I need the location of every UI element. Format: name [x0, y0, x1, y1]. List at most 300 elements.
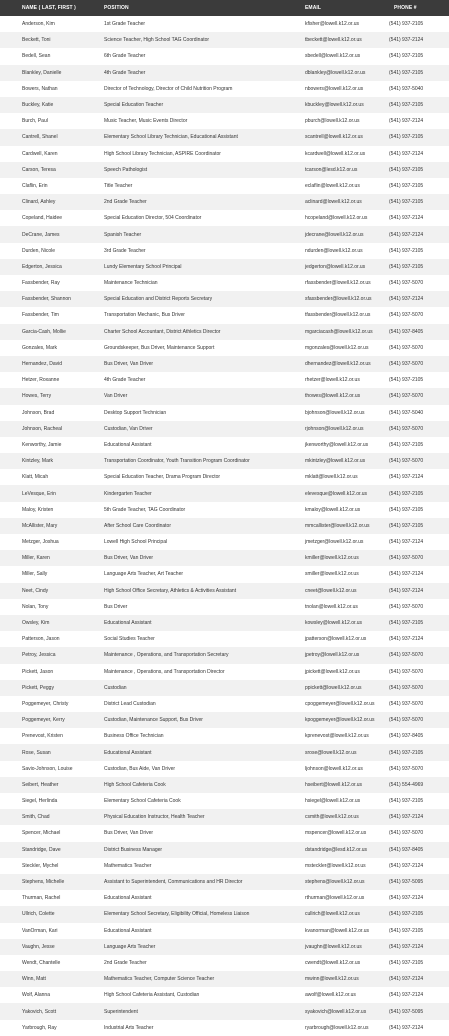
staff-phone-cell: (541) 937-2124 [389, 814, 424, 821]
staff-position-cell: 6th Grade Teacher [104, 53, 146, 60]
table-row [0, 761, 449, 777]
staff-position-cell: Maintenance , Operations, and Transportation Director [104, 668, 225, 675]
staff-position-cell: 2nd Grade Teacher [104, 959, 147, 966]
staff-name-cell: Owsley, Kim [22, 620, 50, 627]
staff-position-cell: Bus Driver [104, 603, 128, 610]
staff-position-cell: Business Office Technician [104, 733, 164, 740]
table-row [0, 65, 449, 81]
staff-phone-cell: (541) 937-2105 [389, 798, 424, 805]
staff-email-link[interactable]: rjohnson@lowell.k12.or.us [305, 425, 364, 432]
table-row [0, 97, 449, 113]
table-row [0, 178, 449, 194]
staff-phone-cell: (541) 937-2105 [389, 21, 424, 28]
staff-name-cell: Kenworthy, Jamie [22, 441, 62, 448]
staff-phone-cell: (541) 937-5070 [389, 668, 424, 675]
staff-email-link[interactable]: dhernandez@lowell.k12.or.us [305, 361, 371, 368]
staff-email-link[interactable]: mspencer@lowell.k12.or.us [305, 830, 367, 837]
staff-name-cell: Ullrich, Colette [22, 911, 55, 918]
table-row [0, 340, 449, 356]
staff-email-link[interactable]: bjohnson@lowell.k12.or.us [305, 409, 365, 416]
staff-position-cell: Mathematics Teacher [104, 862, 152, 869]
staff-email-link[interactable]: hcopeland@lowell.k12.or.us [305, 215, 368, 222]
staff-position-cell: Transportation Mechanic, Bus Driver [104, 312, 185, 319]
staff-email-link[interactable]: kbuckley@lowell.k12.or.us [305, 102, 364, 109]
table-row [0, 275, 449, 291]
staff-name-cell: Klatt, Micah [22, 474, 49, 481]
staff-position-cell: 4th Grade Teacher [104, 377, 146, 384]
staff-phone-cell: (541) 937-2105 [389, 166, 424, 173]
staff-phone-cell: (541) 937-2105 [389, 247, 424, 254]
staff-name-cell: Fassbender, Ray [22, 280, 60, 287]
staff-phone-cell: (541) 937-2124 [389, 37, 424, 44]
staff-email-link[interactable]: syakovich@lowell.k12.or.us [305, 1008, 367, 1015]
staff-position-cell: Social Studies Teacher [104, 636, 155, 643]
staff-phone-cell: (541) 937-2124 [389, 215, 424, 222]
staff-email-link[interactable]: ryarbrough@lowell.k12.or.us [305, 1024, 369, 1031]
staff-position-cell: Educational Assistant [104, 749, 152, 756]
staff-position-cell: Custodian [104, 684, 127, 691]
staff-email-link[interactable]: tcarson@lesd.k12.or.us [305, 166, 358, 173]
staff-name-cell: Smith, Chad [22, 814, 50, 821]
table-row [0, 518, 449, 534]
staff-phone-cell: (541) 937-2105 [389, 911, 424, 918]
staff-phone-cell: (541) 937-5070 [389, 458, 424, 465]
staff-phone-cell: (541) 937-8405 [389, 733, 424, 740]
table-row [0, 469, 449, 485]
staff-email-link[interactable]: kowsley@lowell.k12.or.us [305, 620, 363, 627]
staff-phone-cell: (541) 937-5040 [389, 409, 424, 416]
staff-email-link[interactable]: jmetzger@lowell.k12.or.us [305, 539, 364, 546]
table-row [0, 939, 449, 955]
staff-name-cell: Anderson, Kim [22, 21, 55, 28]
staff-name-cell: Fassbender, Shannon [22, 296, 71, 303]
staff-email-link[interactable]: tnolan@lowell.k12.or.us [305, 603, 358, 610]
staff-position-cell: Elementary School Library Technician, Educational Assistant [104, 134, 238, 141]
staff-position-cell: Custodian, Maintenance Support, Bus Driver [104, 717, 203, 724]
staff-phone-cell: (541) 937-2124 [389, 474, 424, 481]
table-row [0, 534, 449, 550]
staff-email-link[interactable]: kpoggemeyer@lowell.k12.or.us [305, 717, 375, 724]
staff-name-cell: Durden, Nicole [22, 247, 56, 254]
staff-phone-cell: (541) 937-5070 [389, 717, 424, 724]
staff-phone-cell: (541) 937-2105 [389, 377, 424, 384]
staff-email-link[interactable]: pburch@lowell.k12.or.us [305, 118, 360, 125]
staff-name-cell: Fassbender, Tim [22, 312, 59, 319]
staff-name-cell: Hetzer, Roxanne [22, 377, 60, 384]
staff-name-cell: Patterson, Jason [22, 636, 60, 643]
staff-position-cell: Custodian, Bus Aide, Van Driver [104, 765, 176, 772]
staff-position-cell: 5th Grade Teacher, TAG Coordinator [104, 506, 186, 513]
staff-phone-cell: (541) 937-2105 [389, 749, 424, 756]
staff-email-link[interactable]: mklatt@lowell.k12.or.us [305, 474, 358, 481]
staff-position-cell: Lowell High School Principal [104, 539, 168, 546]
staff-name-cell: Steckler, Mychel [22, 862, 59, 869]
table-row [0, 744, 449, 760]
staff-email-link[interactable]: kmiller@lowell.k12.or.us [305, 555, 359, 562]
table-row [0, 453, 449, 469]
table-row [0, 906, 449, 922]
table-row [0, 680, 449, 696]
table-row [0, 324, 449, 340]
table-row [0, 615, 449, 631]
table-row [0, 146, 449, 162]
table-row [0, 502, 449, 518]
table-row [0, 81, 449, 97]
staff-email-link[interactable]: kcardwell@lowell.k12.or.us [305, 150, 366, 157]
table-row [0, 712, 449, 728]
staff-email-link[interactable]: nbowers@lowell.k12.or.us [305, 85, 364, 92]
staff-name-cell: Carson, Teresa [22, 166, 56, 173]
staff-phone-cell: (541) 937-2124 [389, 862, 424, 869]
table-row [0, 809, 449, 825]
staff-phone-cell: (541) 937-2105 [389, 182, 424, 189]
staff-phone-cell: (541) 937-2105 [389, 263, 424, 270]
staff-position-cell: Desktop Support Technician [104, 409, 167, 416]
staff-name-cell: Miller, Sally [22, 571, 48, 578]
staff-position-cell: District Lead Custodian [104, 700, 156, 707]
header-phone[interactable]: PHONE # [394, 5, 417, 11]
staff-email-link[interactable]: smiller@lowell.k12.or.us [305, 571, 359, 578]
table-row [0, 243, 449, 259]
staff-position-cell: 1st Grade Teacher [104, 21, 146, 28]
staff-phone-cell: (541) 937-5070 [389, 652, 424, 659]
staff-phone-cell: (541) 937-5070 [389, 361, 424, 368]
staff-position-cell: Educational Assistant [104, 441, 152, 448]
staff-name-cell: Wendt, Chantelle [22, 959, 61, 966]
staff-email-link[interactable]: elevesque@lowell.k12.or.us [305, 490, 368, 497]
staff-email-link[interactable]: rhetzer@lowell.k12.or.us [305, 377, 360, 384]
table-row [0, 437, 449, 453]
staff-email-link[interactable]: jpatterson@lowell.k12.or.us [305, 636, 367, 643]
staff-name-cell: Pickett, Peggy [22, 684, 54, 691]
table-row [0, 32, 449, 48]
staff-name-cell: Pickett, Jason [22, 668, 54, 675]
staff-phone-cell: (541) 937-2105 [389, 441, 424, 448]
staff-email-link[interactable]: cneet@lowell.k12.or.us [305, 587, 357, 594]
staff-name-cell: Kintzley, Mark [22, 458, 54, 465]
staff-name-cell: Yakovich, Scott [22, 1008, 57, 1015]
staff-position-cell: Charter School Accountant, District Athletics Director [104, 328, 221, 335]
staff-phone-cell: (541) 937-5070 [389, 555, 424, 562]
header-name[interactable]: NAME ( LAST, FIRST ) [22, 5, 76, 11]
staff-name-cell: Stephens, Michelle [22, 879, 65, 886]
table-row [0, 842, 449, 858]
staff-phone-cell: (541) 937-2105 [389, 522, 424, 529]
staff-position-cell: Maintenance , Operations, and Transportation Secretary [104, 652, 229, 659]
staff-email-link[interactable]: mgarciacash@lowell.k12.or.us [305, 328, 373, 335]
staff-position-cell: Speech Pathologist [104, 166, 148, 173]
staff-email-link[interactable]: cpoggemeyer@lowell.k12.or.us [305, 700, 375, 707]
staff-position-cell: Mathematics Teacher, Computer Science Teacher [104, 976, 215, 983]
table-row [0, 987, 449, 1003]
table-row [0, 923, 449, 939]
staff-email-link[interactable]: jpetroy@lowell.k12.or.us [305, 652, 360, 659]
table-row [0, 1020, 449, 1036]
staff-name-cell: Hernandez, David [22, 361, 63, 368]
staff-name-cell: Seibert, Heather [22, 781, 59, 788]
staff-email-link[interactable]: ppickett@lowell.k12.or.us [305, 684, 362, 691]
table-row [0, 550, 449, 566]
staff-phone-cell: (541) 937-2124 [389, 150, 424, 157]
staff-email-link[interactable]: jkenworthy@lowell.k12.or.us [305, 441, 369, 448]
staff-name-cell: Poggemeyer, Kerry [22, 717, 65, 724]
staff-email-link[interactable]: ljohnson@lowell.k12.or.us [305, 765, 363, 772]
staff-phone-cell: (541) 937-5070 [389, 765, 424, 772]
staff-phone-cell: (541) 937-2124 [389, 231, 424, 238]
staff-name-cell: Garcia-Cash, Mollie [22, 328, 66, 335]
staff-phone-cell: (541) 937-5070 [389, 684, 424, 691]
table-row [0, 971, 449, 987]
table-row [0, 194, 449, 210]
staff-phone-cell: (541) 937-2105 [389, 69, 424, 76]
table-row [0, 793, 449, 809]
staff-name-cell: Miller, Karen [22, 555, 50, 562]
staff-name-cell: Metzger, Joshua [22, 539, 59, 546]
table-body [0, 16, 449, 1036]
staff-email-link[interactable]: csmith@lowell.k12.or.us [305, 814, 359, 821]
staff-position-cell: 3rd Grade Teacher [104, 247, 146, 254]
staff-name-cell: Burch, Paul [22, 118, 48, 125]
table-row [0, 858, 449, 874]
staff-position-cell: Director of Technology, Director of Child Nutrition Program [104, 85, 233, 92]
table-row [0, 226, 449, 242]
table-row [0, 599, 449, 615]
table-row [0, 210, 449, 226]
staff-email-link[interactable]: tfassbender@lowell.k12.or.us [305, 312, 371, 319]
table-row [0, 485, 449, 501]
staff-phone-cell: (541) 937-2124 [389, 587, 424, 594]
staff-phone-cell: (541) 937-2105 [389, 490, 424, 497]
staff-phone-cell: (541) 937-5070 [389, 344, 424, 351]
staff-email-link[interactable]: hsiegel@lowell.k12.or.us [305, 798, 361, 805]
staff-position-cell: Title Teacher [104, 182, 133, 189]
staff-email-link[interactable]: cullrich@lowell.k12.or.us [305, 911, 360, 918]
staff-name-cell: Thurman, Rachel [22, 895, 61, 902]
staff-name-cell: Prenevost, Kristen [22, 733, 63, 740]
staff-phone-cell: (541) 937-2105 [389, 102, 424, 109]
staff-name-cell: Johnson, Brad [22, 409, 55, 416]
staff-name-cell: Johnson, Racheal [22, 425, 63, 432]
staff-email-link[interactable]: jpickett@lowell.k12.or.us [305, 668, 360, 675]
staff-position-cell: Bus Driver, Van Driver [104, 361, 154, 368]
table-row [0, 583, 449, 599]
staff-phone-cell: (541) 937-2105 [389, 53, 424, 60]
staff-name-cell: Clinard, Ashley [22, 199, 56, 206]
staff-email-link[interactable]: jedgerton@lowell.k12.or.us [305, 263, 366, 270]
staff-position-cell: 4th Grade Teacher [104, 69, 146, 76]
staff-position-cell: Transportation Coordinator, Youth Transition Program Coordinator [104, 458, 250, 465]
staff-phone-cell: (541) 937-2124 [389, 895, 424, 902]
staff-email-link[interactable]: thowes@lowell.k12.or.us [305, 393, 361, 400]
staff-email-link[interactable]: sbedell@lowell.k12.or.us [305, 53, 361, 60]
staff-email-link[interactable]: rfassbender@lowell.k12.or.us [305, 280, 371, 287]
staff-position-cell: High School Office Secretary, Athletics & Activities Assistant [104, 587, 237, 594]
staff-phone-cell: (541) 937-5095 [389, 1008, 424, 1015]
staff-phone-cell: (541) 937-8405 [389, 328, 424, 335]
staff-phone-cell: (541) 937-2124 [389, 636, 424, 643]
staff-phone-cell: (541) 937-5070 [389, 700, 424, 707]
staff-name-cell: Gonzales, Mark [22, 344, 58, 351]
staff-position-cell: Special Education Teacher, Drama Program Director [104, 474, 221, 481]
staff-email-link[interactable]: tbeckett@lowell.k12.or.us [305, 37, 362, 44]
staff-name-cell: Edgerton, Jessica [22, 263, 62, 270]
staff-position-cell: Language Arts Teacher [104, 943, 156, 950]
staff-position-cell: Lundy Elementary School Principal [104, 263, 182, 270]
staff-name-cell: DeCrane, James [22, 231, 60, 238]
staff-name-cell: Poggemeyer, Christy [22, 700, 69, 707]
table-row [0, 566, 449, 582]
staff-email-link[interactable]: scantrell@lowell.k12.or.us [305, 134, 363, 141]
staff-position-cell: High School Cafeteria Assistant, Custodian [104, 992, 200, 999]
staff-email-link[interactable]: kprenevost@lowell.k12.or.us [305, 733, 369, 740]
staff-phone-cell: (541) 937-2105 [389, 959, 424, 966]
staff-position-cell: Music Teacher, Music Events Director [104, 118, 188, 125]
staff-phone-cell: (541) 937-2105 [389, 506, 424, 513]
table-row [0, 129, 449, 145]
staff-position-cell: Bus Driver, Van Driver [104, 830, 154, 837]
table-row [0, 405, 449, 421]
staff-email-link[interactable]: kvanorman@lowell.k12.or.us [305, 927, 369, 934]
staff-name-cell: Claflin, Erin [22, 182, 48, 189]
staff-phone-cell: (541) 937-5070 [389, 603, 424, 610]
staff-phone-cell: (541) 937-2105 [389, 620, 424, 627]
staff-phone-cell: (541) 937-5070 [389, 393, 424, 400]
staff-email-link[interactable]: mgonzales@lowell.k12.or.us [305, 344, 369, 351]
staff-phone-cell: (541) 937-2124 [389, 571, 424, 578]
staff-phone-cell: (541) 937-2124 [389, 992, 424, 999]
staff-name-cell: Cardwell, Karen [22, 150, 58, 157]
staff-phone-cell: (541) 937-5070 [389, 312, 424, 319]
staff-phone-cell: (541) 554-4969 [389, 781, 424, 788]
table-row [0, 696, 449, 712]
staff-name-cell: LeVesque, Erin [22, 490, 56, 497]
table-row [0, 113, 449, 129]
staff-position-cell: Special Education Teacher [104, 102, 164, 109]
table-row [0, 631, 449, 647]
staff-name-cell: Bedell, Sean [22, 53, 51, 60]
staff-position-cell: High School Cafeteria Cook [104, 781, 166, 788]
staff-email-link[interactable]: rthurman@lowell.k12.or.us [305, 895, 365, 902]
staff-position-cell: Bus Driver, Van Driver [104, 555, 154, 562]
table-row [0, 777, 449, 793]
staff-position-cell: High School Library Technician, ASPIRE Coordinator [104, 150, 221, 157]
staff-email-link[interactable]: dstandridge@lesd.k12.or.us [305, 846, 368, 853]
staff-email-link[interactable]: eclaflin@lowell.k12.or.us [305, 182, 360, 189]
staff-name-cell: Yarbrough, Ray [22, 1024, 57, 1031]
table-row [0, 356, 449, 372]
staff-position-cell: Science Teacher, High School TAG Coordinator [104, 37, 210, 44]
header-position[interactable]: POSITION [104, 5, 129, 11]
staff-name-cell: Neet, Cindy [22, 587, 49, 594]
staff-phone-cell: (541) 937-2124 [389, 943, 424, 950]
staff-position-cell: Special Education Director, 504 Coordinator [104, 215, 202, 222]
staff-email-link[interactable]: jvaughn@lowell.k12.or.us [305, 943, 362, 950]
staff-phone-cell: (541) 937-2124 [389, 539, 424, 546]
staff-name-cell: Buckley, Katie [22, 102, 54, 109]
staff-position-cell: Groundskeeper, Bus Driver, Maintenance Support [104, 344, 215, 351]
staff-email-link[interactable]: srose@lowell.k12.or.us [305, 749, 357, 756]
staff-phone-cell: (541) 937-5040 [389, 85, 424, 92]
staff-phone-cell: (541) 937-2105 [389, 927, 424, 934]
staff-phone-cell: (541) 937-2124 [389, 296, 424, 303]
table-header [0, 0, 449, 16]
table-row [0, 647, 449, 663]
staff-email-link[interactable]: mmcallister@lowell.k12.or.us [305, 522, 370, 529]
staff-phone-cell: (541) 937-2124 [389, 1024, 424, 1031]
staff-name-cell: Spencer, Michael [22, 830, 61, 837]
table-row [0, 388, 449, 404]
table-row [0, 890, 449, 906]
table-row [0, 1003, 449, 1019]
table-row [0, 874, 449, 890]
staff-name-cell: VanOrman, Kari [22, 927, 58, 934]
staff-position-cell: After School Care Coordinator [104, 522, 171, 529]
table-row [0, 162, 449, 178]
staff-email-link[interactable]: msteckler@lowell.k12.or.us [305, 862, 366, 869]
table-row [0, 48, 449, 64]
staff-phone-cell: (541) 937-5095 [389, 879, 424, 886]
table-row [0, 307, 449, 323]
staff-email-link[interactable]: kfisher@lowell.k12.or.us [305, 21, 359, 28]
staff-email-link[interactable]: awolf@lowell.k12.or.us [305, 992, 356, 999]
staff-email-link[interactable]: mkintzley@lowell.k12.or.us [305, 458, 366, 465]
staff-position-cell: Special Education and District Reports Secretary [104, 296, 213, 303]
table-row [0, 664, 449, 680]
staff-email-link[interactable]: dblankley@lowell.k12.or.us [305, 69, 366, 76]
staff-email-link[interactable]: kmaloy@lowell.k12.or.us [305, 506, 361, 513]
staff-position-cell: District Business Manager [104, 846, 163, 853]
table-row [0, 955, 449, 971]
staff-phone-cell: (541) 937-5070 [389, 830, 424, 837]
staff-name-cell: McAllister, Mary [22, 522, 58, 529]
staff-email-link[interactable]: mwinn@lowell.k12.or.us [305, 976, 359, 983]
staff-position-cell: Kindergarten Teacher [104, 490, 152, 497]
staff-position-cell: Maintenance Technician [104, 280, 158, 287]
staff-name-cell: Winn, Matt [22, 976, 46, 983]
staff-email-link[interactable]: sfassbender@lowell.k12.or.us [305, 296, 372, 303]
staff-position-cell: Language Arts Teacher, Art Teacher [104, 571, 184, 578]
staff-position-cell: Custodian, Van Driver [104, 425, 153, 432]
staff-name-cell: Wolf, Alanna [22, 992, 50, 999]
staff-name-cell: Siegel, Herlinda [22, 798, 58, 805]
staff-email-link[interactable]: cwendt@lowell.k12.or.us [305, 959, 361, 966]
staff-position-cell: 2nd Grade Teacher [104, 199, 147, 206]
staff-phone-cell: (541) 937-5070 [389, 280, 424, 287]
staff-name-cell: Copeland, Haidee [22, 215, 63, 222]
staff-name-cell: Cantrell, Shanel [22, 134, 58, 141]
staff-position-cell: Assistant to Superintendent, Communications and HR Director [104, 879, 243, 886]
staff-position-cell: Physical Education Instructor, Health Teacher [104, 814, 205, 821]
header-email[interactable]: EMAIL [305, 5, 322, 11]
staff-phone-cell: (541) 937-2124 [389, 976, 424, 983]
staff-email-link[interactable]: aclinard@lowell.k12.or.us [305, 199, 362, 206]
staff-position-cell: Educational Assistant [104, 927, 152, 934]
staff-email-link[interactable]: ndurden@lowell.k12.or.us [305, 247, 363, 254]
table-row [0, 291, 449, 307]
staff-name-cell: Bowers, Nathan [22, 85, 58, 92]
staff-name-cell: Rose, Susan [22, 749, 51, 756]
staff-email-link[interactable]: stephens@lowell.k12.or.us [305, 879, 365, 886]
staff-name-cell: Blankley, Danielle [22, 69, 62, 76]
staff-position-cell: Spanish Teacher [104, 231, 142, 238]
staff-name-cell: Vaughn, Jesse [22, 943, 55, 950]
staff-position-cell: Industrial Arts Teacher [104, 1024, 154, 1031]
staff-position-cell: Van Driver [104, 393, 128, 400]
staff-name-cell: Petroy, Jessica [22, 652, 56, 659]
staff-email-link[interactable]: hseibert@lowell.k12.or.us [305, 781, 363, 788]
staff-email-link[interactable]: jdecrane@lowell.k12.or.us [305, 231, 364, 238]
table-row [0, 259, 449, 275]
